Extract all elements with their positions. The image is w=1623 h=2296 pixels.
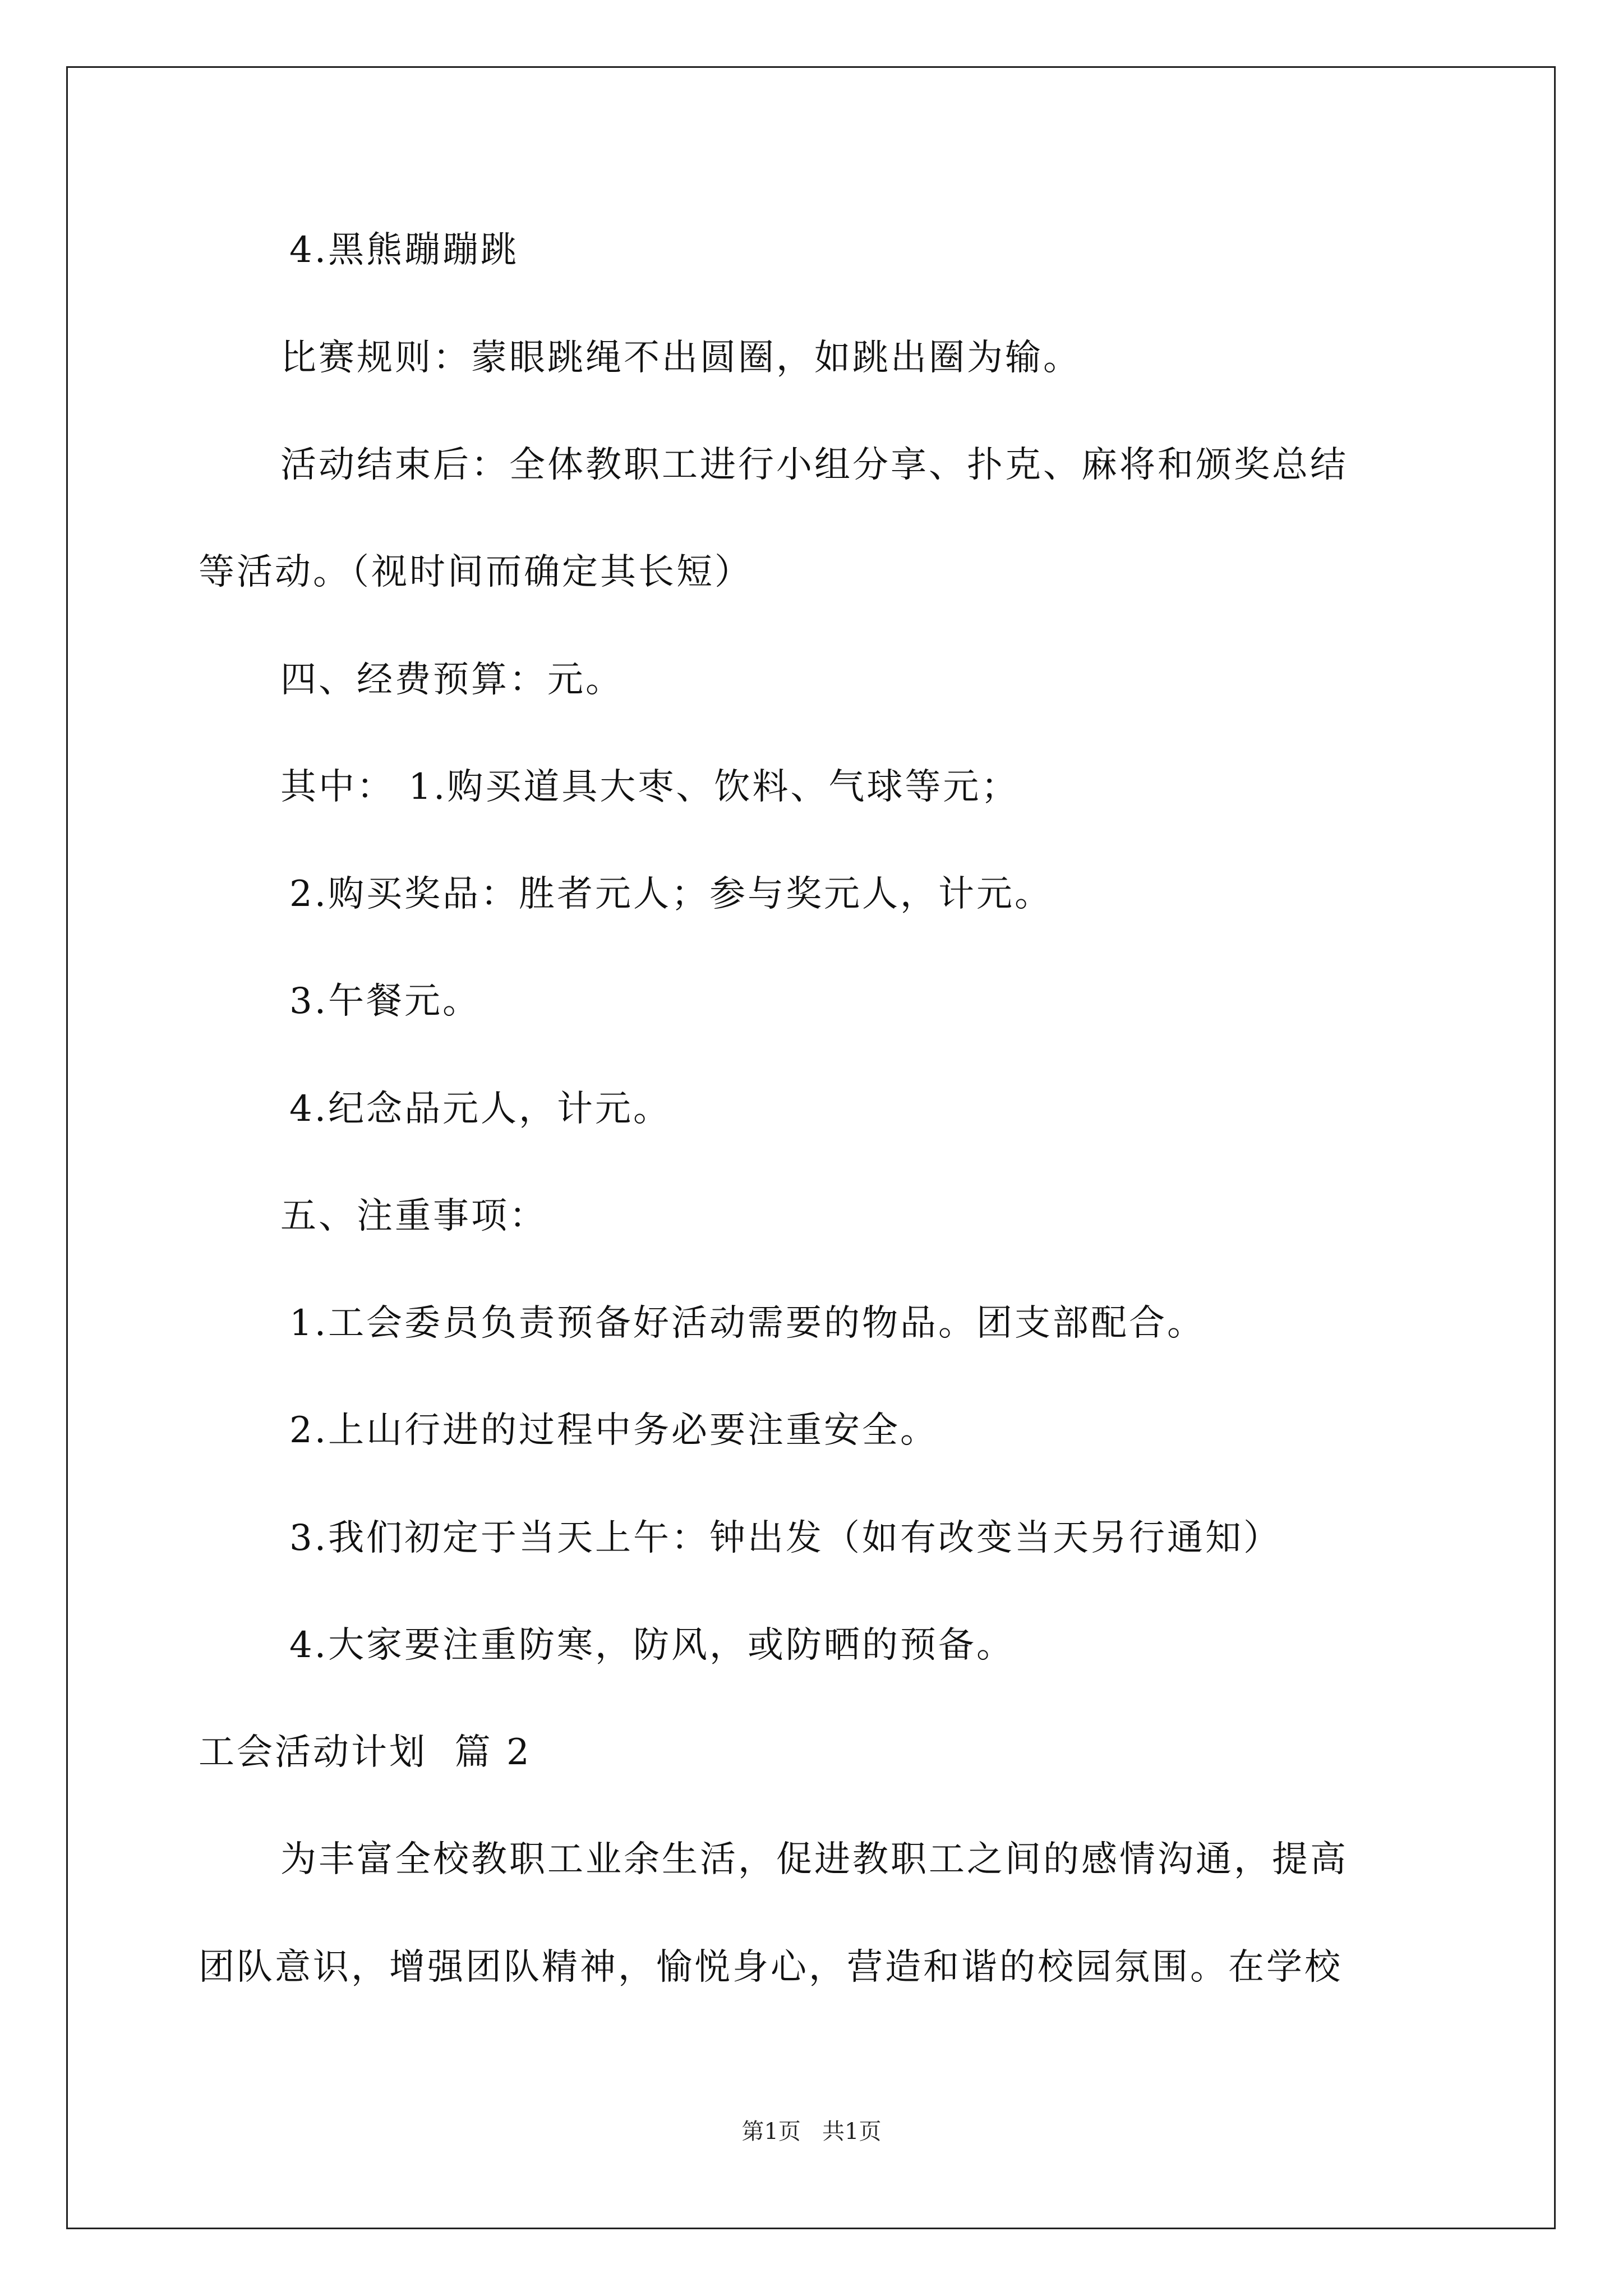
paragraph-line: 团队意识，增强团队精神，愉悦身心，营造和谐的校园氛围。在学校 xyxy=(199,1947,1343,1988)
paragraph-line: 2.购买奖品：胜者元人；参与奖元人，计元。 xyxy=(289,873,1053,915)
paragraph-line: 为丰富全校教职工业余生活，促进教职工之间的感情沟通，提高 xyxy=(280,1839,1348,1880)
paragraph-line: 3.我们初定于当天上午：钟出发（如有改变当天另行通知） xyxy=(289,1517,1282,1559)
paragraph-line: 4.纪念品元人，计元。 xyxy=(289,1088,672,1130)
paragraph-line: 3.午餐元。 xyxy=(289,981,481,1022)
page-footer: 第1页 共1页 xyxy=(741,2119,882,2145)
article-title: 工会活动计划 篇 2 xyxy=(199,1732,532,1773)
paragraph-line: 比赛规则：蒙眼跳绳不出圆圈，如跳出圈为输。 xyxy=(280,337,1081,379)
section-heading: 五、注重事项： xyxy=(280,1195,547,1237)
section-heading: 四、经费预算：元。 xyxy=(280,659,624,701)
page-border xyxy=(66,66,1556,2229)
paragraph-line: 活动结束后：全体教职工进行小组分享、扑克、麻将和颁奖总结 xyxy=(280,444,1348,486)
paragraph-line: 2.上山行进的过程中务必要注重安全。 xyxy=(289,1410,939,1451)
paragraph-line: 等活动。（视时间而确定其长短） xyxy=(199,551,753,593)
paragraph-line: 4.黑熊蹦蹦跳 xyxy=(289,229,519,271)
paragraph-line: 1.工会委员负责预备好活动需要的物品。团支部配合。 xyxy=(289,1303,1206,1344)
paragraph-line: 其中： 1.购买道具大枣、饮料、气球等元； xyxy=(280,766,1020,808)
paragraph-line: 4.大家要注重防寒，防风，或防晒的预备。 xyxy=(289,1625,1015,1666)
